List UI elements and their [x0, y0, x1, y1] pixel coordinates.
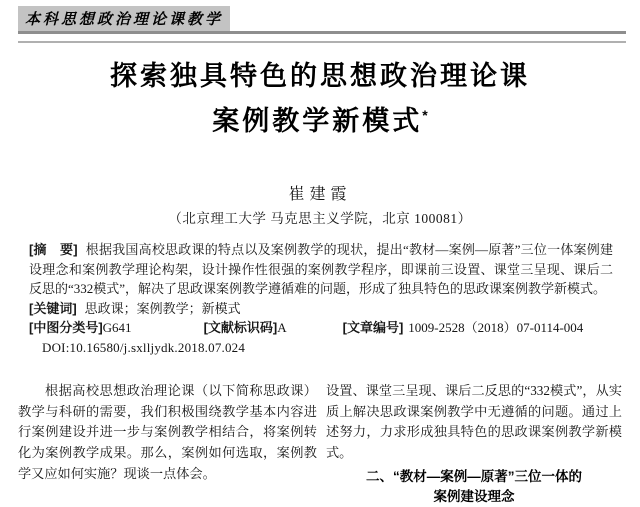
clc-value: G641 — [102, 320, 132, 335]
keywords-line — [29, 299, 613, 319]
doc-code-label: [文献标识码] — [203, 320, 278, 335]
body-column-left — [18, 381, 317, 485]
doc-code-pair — [204, 320, 287, 335]
title-line-1: 探索独具特色的思想政治理论课 — [110, 61, 530, 91]
header-double-rule — [18, 31, 626, 43]
continued-paragraph: 设置、课堂三呈现、课后二反思的“332模式”，从实质上解决思政课案例教学中无遵循的问题。通过上述努力，力求形成独具特色的思政课案例教学新模式。 — [326, 383, 622, 461]
article-title — [0, 57, 640, 141]
column-header-tag: 本科思想政治理论课教学 — [18, 6, 230, 32]
clc-label: [中图分类号] — [29, 320, 103, 335]
body-column-right — [326, 381, 622, 507]
classification-line — [29, 318, 613, 338]
article-no-value: 1009-2528（2018）07-0114-004 — [408, 320, 584, 335]
doi-line: DOI:10.16580/j.sxlljydk.2018.07.024 — [42, 339, 246, 355]
title-line-2: 案例教学新模式 — [212, 106, 423, 136]
article-no-pair — [343, 320, 584, 335]
doc-code-value: A — [277, 320, 287, 335]
section-heading-line-1: 二、“教材—案例—原著”三位一体的 — [366, 468, 582, 484]
keywords-text: 思政课；案例教学；新模式 — [84, 300, 241, 316]
abstract-label: [摘 要] — [29, 242, 78, 257]
abstract — [29, 240, 613, 299]
clc-pair — [29, 320, 132, 335]
title-footnote-mark: * — [422, 107, 428, 123]
author-name: 崔建霞 — [288, 186, 352, 203]
author-affiliation: （北京理工大学 马克思主义学院，北京 100081） — [168, 211, 472, 226]
keywords-label: [关键词] — [29, 300, 77, 316]
front-matter — [29, 240, 613, 357]
article-no-label: [文章编号] — [342, 320, 404, 335]
abstract-text: 根据我国高校思政课的特点以及案例教学的现状，提出“教材—案例—原著”三位一体案例建设理念和案例教学理论构架，设计操作性很强的案例教学程序，即课前三设置、课堂三呈现、课后二反思的“332模式”，解决了思政课案例教学遵循难的问题，形成了独具特色的思政课案例教学新模式。 — [29, 242, 613, 296]
section-heading-line-2: 案例建设理念 — [433, 488, 515, 504]
intro-paragraph: 根据高校思想政治理论课（以下简称思政课）教学与科研的需要，我们积极围绕教学基本内容进行案例建设并进一步与案例教学相结合，将案例转化为案例教学成果。那么，案例如何选取，案例教学又应如何实施？现谈一点体会。 — [18, 383, 317, 481]
section-heading — [326, 467, 622, 507]
